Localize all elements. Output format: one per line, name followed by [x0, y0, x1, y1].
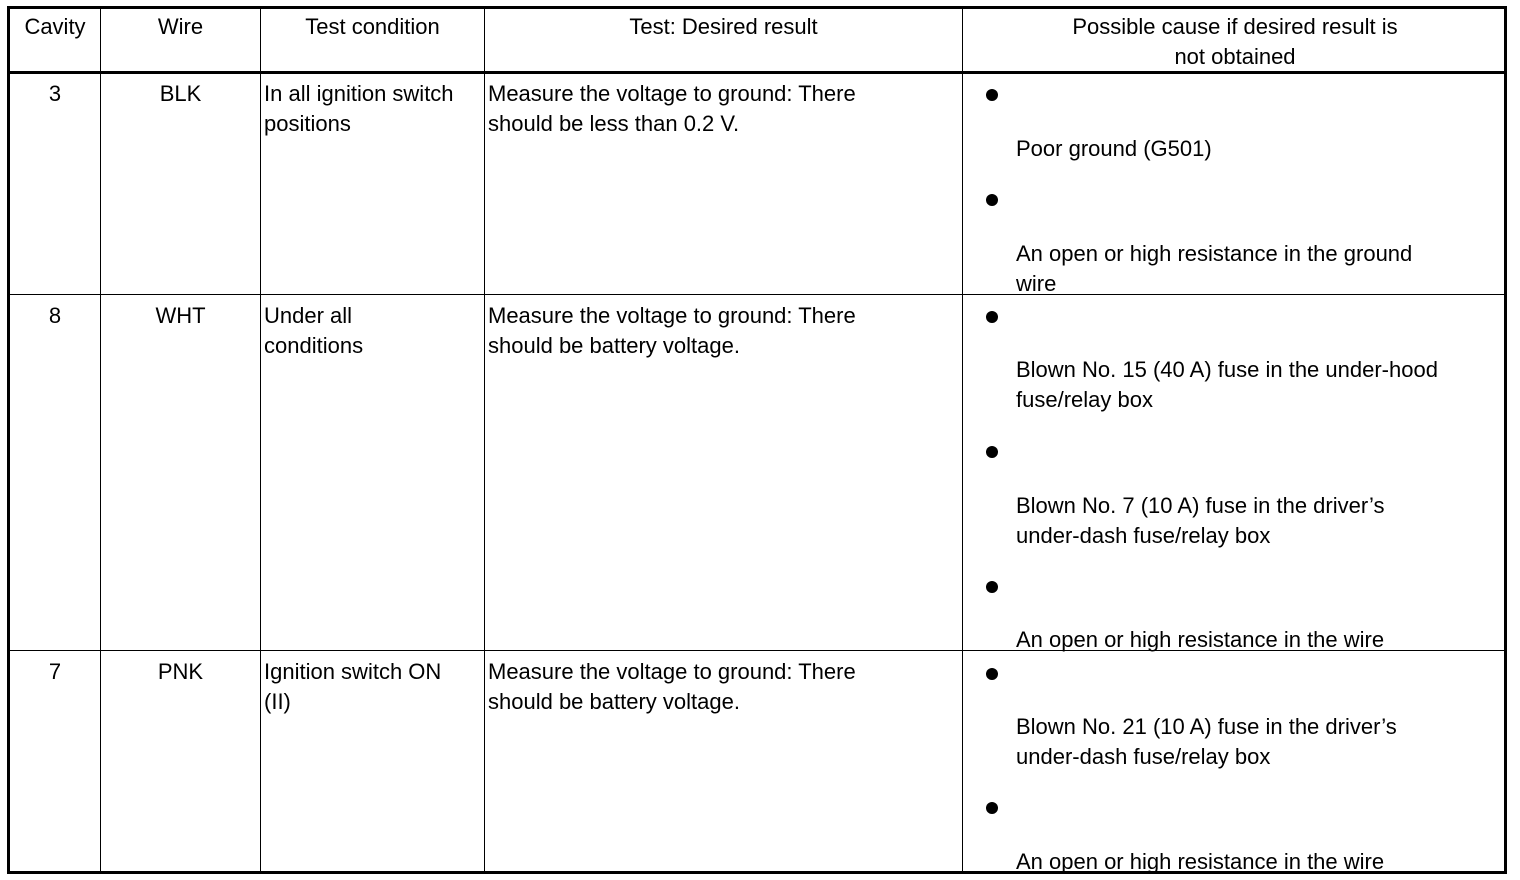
- row-2-result: Measure the voltage to ground: There should be battery voltage.: [488, 303, 856, 358]
- header-desired-result: Test: Desired result: [629, 14, 818, 39]
- bullet-icon: [986, 446, 998, 458]
- bullet-icon: [986, 311, 998, 323]
- row-1-cavity: 3: [48, 81, 62, 106]
- bullet-icon: [986, 581, 998, 593]
- row-3-wire: PNK: [157, 659, 204, 684]
- row-1-cause-1: Poor ground (G501): [1016, 136, 1212, 161]
- row-2-cause-2: Blown No. 7 (10 A) fuse in the driver’s under-dash fuse/relay box: [1016, 493, 1385, 548]
- row-2-wire: WHT: [155, 303, 206, 328]
- row-3-result: Measure the voltage to ground: There should be battery voltage.: [488, 659, 856, 714]
- wiring-test-table: [7, 6, 1507, 874]
- column-divider: [962, 9, 963, 871]
- row-2-condition: Under all conditions: [264, 303, 364, 358]
- row-2-cause-1: Blown No. 15 (40 A) fuse in the under-hood fuse/relay box: [1016, 357, 1438, 412]
- column-divider: [100, 9, 101, 871]
- bullet-icon: [986, 89, 998, 101]
- row-3-cause-1: Blown No. 21 (10 A) fuse in the driver’s under-dash fuse/relay box: [1016, 714, 1397, 769]
- row-3-condition: Ignition switch ON (II): [264, 659, 442, 714]
- header-wire: Wire: [157, 14, 204, 39]
- bullet-icon: [986, 668, 998, 680]
- row-3-cavity: 7: [48, 659, 62, 684]
- row-1-wire: BLK: [159, 81, 202, 106]
- row-1-cause-2: An open or high resistance in the ground wire: [1016, 241, 1413, 296]
- header-test-condition: Test condition: [305, 14, 440, 39]
- column-divider: [484, 9, 485, 871]
- column-divider: [260, 9, 261, 871]
- header-cavity: Cavity: [24, 14, 86, 39]
- row-1-condition: In all ignition switch positions: [264, 81, 454, 136]
- bullet-icon: [986, 194, 998, 206]
- row-3-cause-2: An open or high resistance in the wire: [1016, 849, 1385, 874]
- header-possible-cause: Possible cause if desired result is not obtained: [1072, 14, 1398, 69]
- row-1-result: Measure the voltage to ground: There should be less than 0.2 V.: [488, 81, 856, 136]
- row-2-cavity: 8: [48, 303, 62, 328]
- bullet-icon: [986, 802, 998, 814]
- row-2-cause-3: An open or high resistance in the wire: [1016, 627, 1385, 652]
